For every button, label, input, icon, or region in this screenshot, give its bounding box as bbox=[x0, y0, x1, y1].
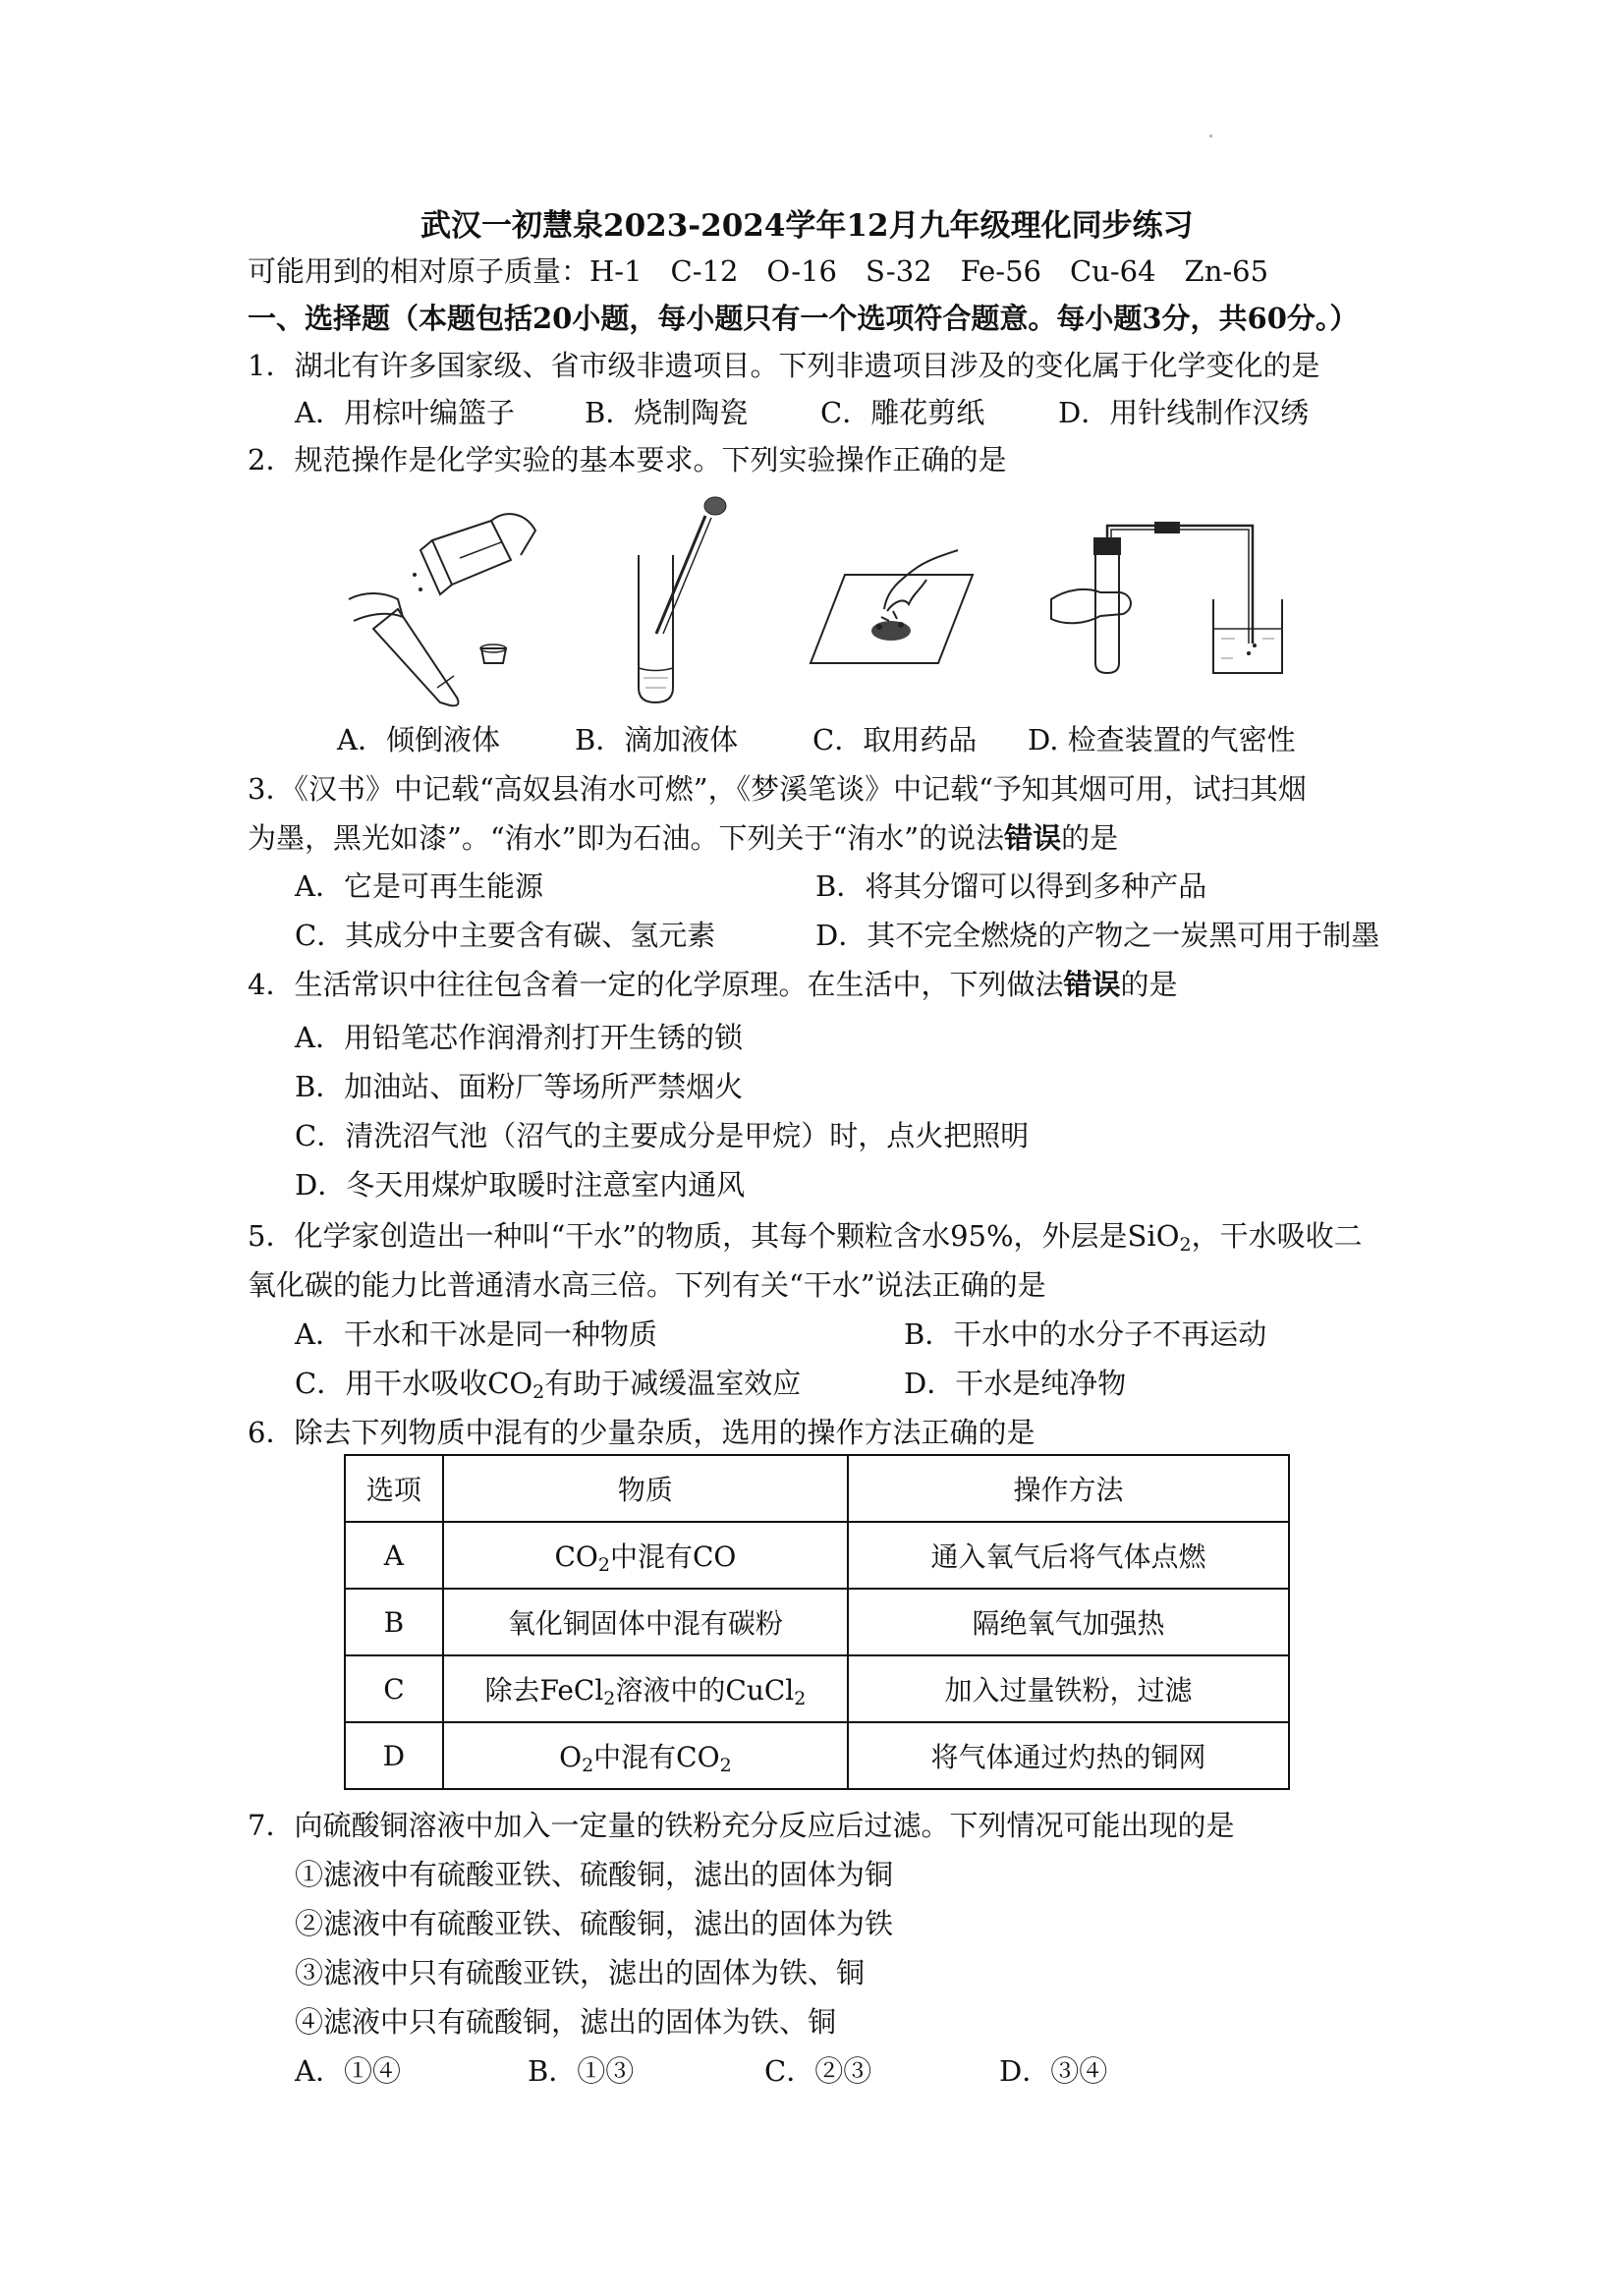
q7-statement-1: ①滤液中有硫酸亚铁、硫酸铜，滤出的固体为铜 bbox=[295, 1858, 894, 1891]
q7-option-d: D．③④ bbox=[999, 2054, 1108, 2088]
table-cell-substance: 除去FeCl$_2$溶液中的CuCl$_2$ bbox=[443, 1655, 848, 1722]
q4-stem: 4．生活常识中往往包含着一定的化学原理。在生活中，下列做法错误的是 bbox=[248, 968, 1178, 1001]
table-cell-option: C bbox=[345, 1655, 443, 1722]
q4-option-b: B．加油站、面粉厂等场所严禁烟火 bbox=[295, 1070, 744, 1103]
table-header: 操作方法 bbox=[848, 1455, 1289, 1522]
table-cell-option: A bbox=[345, 1522, 443, 1589]
q3-option-d: D．其不完全燃烧的产物之一炭黑可用于制墨 bbox=[815, 919, 1380, 952]
q4-option-a: A．用铅笔芯作润滑剂打开生锈的锁 bbox=[295, 1021, 743, 1054]
figure-pouring-liquid bbox=[344, 501, 540, 711]
q1-option-b: B．烧制陶瓷 bbox=[585, 396, 749, 429]
q7-statement-3: ③滤液中只有硫酸亚铁，滤出的固体为铁、铜 bbox=[295, 1956, 866, 1989]
figure-taking-chemicals bbox=[811, 550, 978, 672]
q5-option-b: B．干水中的水分子不再运动 bbox=[904, 1317, 1267, 1351]
q3-option-a: A．它是可再生能源 bbox=[295, 869, 543, 903]
q4-emphasis: 错误 bbox=[1063, 968, 1121, 1001]
section-heading: 一、选择题（本题包括20小题，每小题只有一个选项符合题意。每小题3分，共60分。） bbox=[248, 302, 1359, 335]
figure-airtightness-check bbox=[1046, 516, 1282, 677]
q5-option-d: D．干水是纯净物 bbox=[904, 1367, 1127, 1400]
table-cell-method: 将气体通过灼热的铜网 bbox=[848, 1722, 1289, 1789]
q7-stem: 7．向硫酸铜溶液中加入一定量的铁粉充分反应后过滤。下列情况可能出现的是 bbox=[248, 1809, 1235, 1842]
table-row bbox=[345, 1722, 1289, 1789]
table-cell-substance: 氧化铜固体中混有碳粉 bbox=[443, 1589, 848, 1655]
q5-stem-line1: 5．化学家创造出一种叫“干水”的物质，其每个颗粒含水95%，外层是SiO$_2$，干水吸收二 bbox=[248, 1219, 1363, 1256]
q3-stem-line1: 3．《汉书》中记载“高奴县洧水可燃”，《梦溪笔谈》中记载“予知其烟可用，试扫其烟 bbox=[248, 772, 1307, 806]
atomic-masses: 可能用到的相对原子质量：H-1 C-12 O-16 S-32 Fe-56 Cu-64 Zn-65 bbox=[248, 254, 1269, 288]
q6-table bbox=[344, 1454, 1290, 1790]
q7-option-c: C．②③ bbox=[764, 2054, 872, 2088]
q5-option-c: C．用干水吸收$CO_2$有助于减缓温室效应 bbox=[295, 1367, 802, 1403]
q1-stem: 1．湖北有许多国家级、省市级非遗项目。下列非遗项目涉及的变化属于化学变化的是 bbox=[248, 349, 1320, 382]
q3-option-b: B．将其分馏可以得到多种产品 bbox=[815, 869, 1207, 903]
q3-option-c: C．其成分中主要含有碳、氢元素 bbox=[295, 919, 716, 952]
q1-option-d: D．用针线制作汉绣 bbox=[1058, 396, 1310, 429]
q3-stem-line2: 为墨，黑光如漆”。“洧水”即为石油。下列关于“洧水”的说法错误的是 bbox=[248, 821, 1119, 855]
q5-option-a: A．干水和干冰是同一种物质 bbox=[295, 1317, 657, 1351]
table-row bbox=[345, 1655, 1289, 1722]
table-row bbox=[345, 1589, 1289, 1655]
q1-option-c: C．雕花剪纸 bbox=[820, 396, 985, 429]
table-header-row bbox=[345, 1455, 1289, 1522]
table-cell-method: 隔绝氧气加强热 bbox=[848, 1589, 1289, 1655]
q7-option-b: B．①③ bbox=[528, 2054, 635, 2088]
q1-option-a: A．用棕叶编篮子 bbox=[295, 396, 515, 429]
q2-stem: 2．规范操作是化学实验的基本要求。下列实验操作正确的是 bbox=[248, 443, 1007, 476]
q4-option-d: D．冬天用煤炉取暖时注意室内通风 bbox=[295, 1168, 746, 1202]
q4-option-c: C．清洗沼气池（沼气的主要成分是甲烷）时，点火把照明 bbox=[295, 1119, 1030, 1152]
table-cell-substance: $O_2$中混有$CO_2$ bbox=[443, 1722, 848, 1789]
table-cell-substance: $CO_2$中混有CO bbox=[443, 1522, 848, 1589]
figure-dropping-liquid bbox=[619, 496, 727, 711]
q5-stem-line2: 氧化碳的能力比普通清水高三倍。下列有关“干水”说法正确的是 bbox=[248, 1268, 1046, 1302]
q2-option-b: B．滴加液体 bbox=[575, 723, 739, 756]
scan-speck bbox=[1209, 135, 1212, 138]
q2-option-a: A．倾倒液体 bbox=[337, 723, 500, 756]
table-cell-method: 通入氧气后将气体点燃 bbox=[848, 1522, 1289, 1589]
table-row bbox=[345, 1522, 1289, 1589]
q7-statement-2: ②滤液中有硫酸亚铁、硫酸铜，滤出的固体为铁 bbox=[295, 1907, 894, 1940]
table-cell-method: 加入过量铁粉，过滤 bbox=[848, 1655, 1289, 1722]
table-header: 物质 bbox=[443, 1455, 848, 1522]
table-cell-option: B bbox=[345, 1589, 443, 1655]
q2-option-d: D. 检查装置的气密性 bbox=[1028, 723, 1296, 756]
table-cell-option: D bbox=[345, 1722, 443, 1789]
page-title: 武汉一初慧泉2023-2024学年12月九年级理化同步练习 bbox=[420, 208, 1194, 244]
q7-statement-4: ④滤液中只有硫酸铜，滤出的固体为铁、铜 bbox=[295, 2005, 837, 2039]
q3-emphasis: 错误 bbox=[1004, 821, 1062, 855]
table-header: 选项 bbox=[345, 1455, 443, 1522]
q7-option-a: A．①④ bbox=[295, 2054, 401, 2088]
q6-stem: 6．除去下列物质中混有的少量杂质，选用的操作方法正确的是 bbox=[248, 1416, 1035, 1449]
q2-option-c: C．取用药品 bbox=[812, 723, 978, 756]
